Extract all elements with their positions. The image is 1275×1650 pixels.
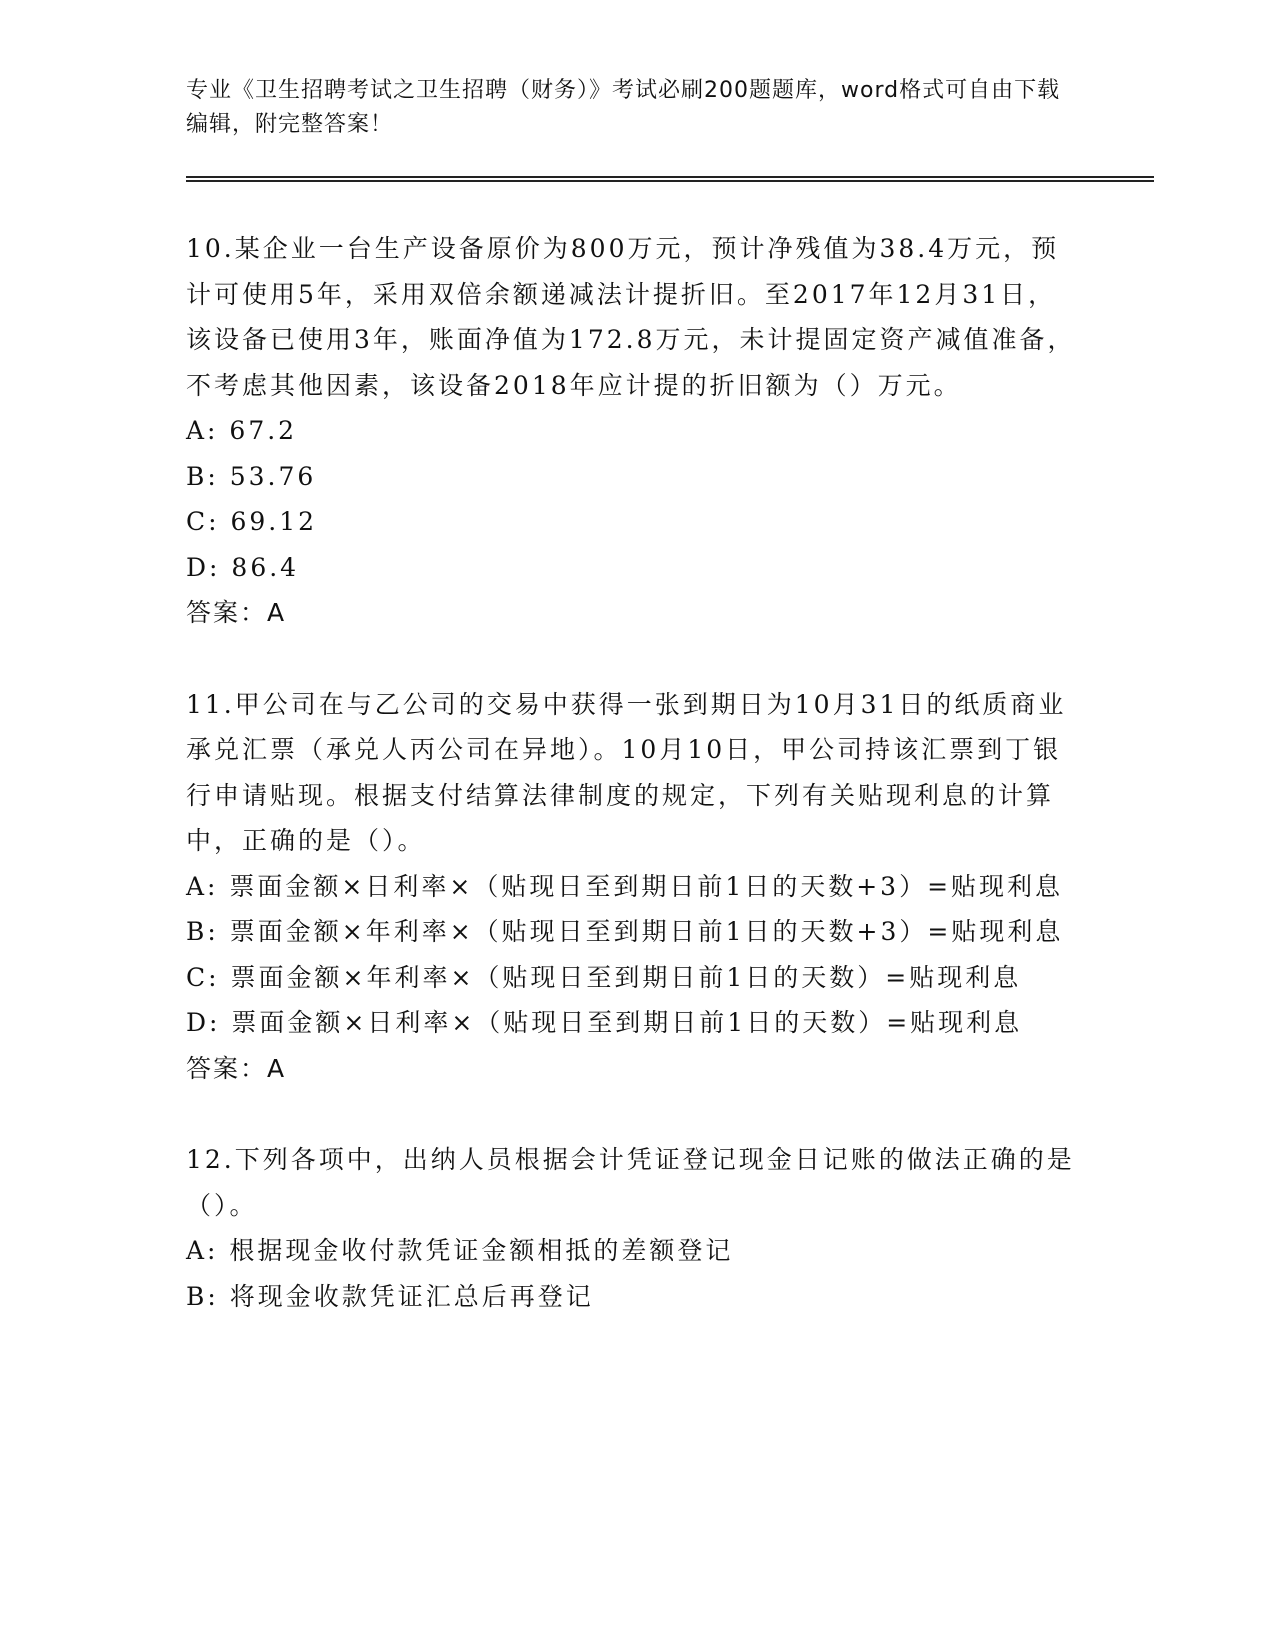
document-header [186, 74, 1066, 142]
option-b: B: 票面金额×年利率×（贴现日至到期日前1日的天数+3）=贴现利息 [186, 917, 1064, 946]
option-c: C: 69.12 [186, 507, 318, 536]
question-stem: 10.某企业一台生产设备原价为800万元，预计净残值为38.4万元，预计可使用5年，采用双倍余额递减法计提折旧。至2017年12月31日，该设备已使用3年，账面净值为172.8万元，未计提固定资产减值准备，不考虑其他因素，该设备2018年应计提的折旧额为（）万元。 [186, 234, 1076, 400]
option-d: D: 86.4 [186, 552, 300, 582]
option-b: B: 53.76 [186, 461, 317, 491]
document-header-title: 专业《卫生招聘考试之卫生招聘（财务）》考试必刷200题题库，word格式可自由下载编辑，附完整答案！ [186, 78, 1061, 137]
option-a: A: 67.2 [186, 416, 298, 445]
question-list [186, 226, 1076, 1365]
option-a: A: 根据现金收付款凭证金额相抵的差额登记 [186, 1236, 734, 1265]
option-c: C: 票面金额×年利率×（贴现日至到期日前1日的天数）=贴现利息 [186, 962, 1022, 992]
question-stem: 11.甲公司在与乙公司的交易中获得一张到期日为10月31日的纸质商业承兑汇票（承兑人丙公司在异地）。10月10日，甲公司持该汇票到丁银行申请贴现。根据支付结算法律制度的规定，下列有关贴现利息的计算中，正确的是（）。 [186, 689, 1067, 855]
question-11 [186, 682, 1076, 1092]
option-d: D: 票面金额×日利率×（贴现日至到期日前1日的天数）=贴现利息 [186, 1008, 1023, 1037]
option-b: B: 将现金收款凭证汇总后再登记 [186, 1281, 594, 1311]
header-divider [186, 176, 1154, 182]
question-10 [186, 226, 1076, 636]
answer-line: 答案：A [186, 1053, 287, 1083]
option-a: A: 票面金额×日利率×（贴现日至到期日前1日的天数+3）=贴现利息 [186, 871, 1064, 901]
question-12 [186, 1137, 1076, 1319]
question-stem: 12.下列各项中，出纳人员根据会计凭证登记现金日记账的做法正确的是（）。 [186, 1145, 1075, 1220]
answer-line: 答案：A [186, 598, 287, 627]
